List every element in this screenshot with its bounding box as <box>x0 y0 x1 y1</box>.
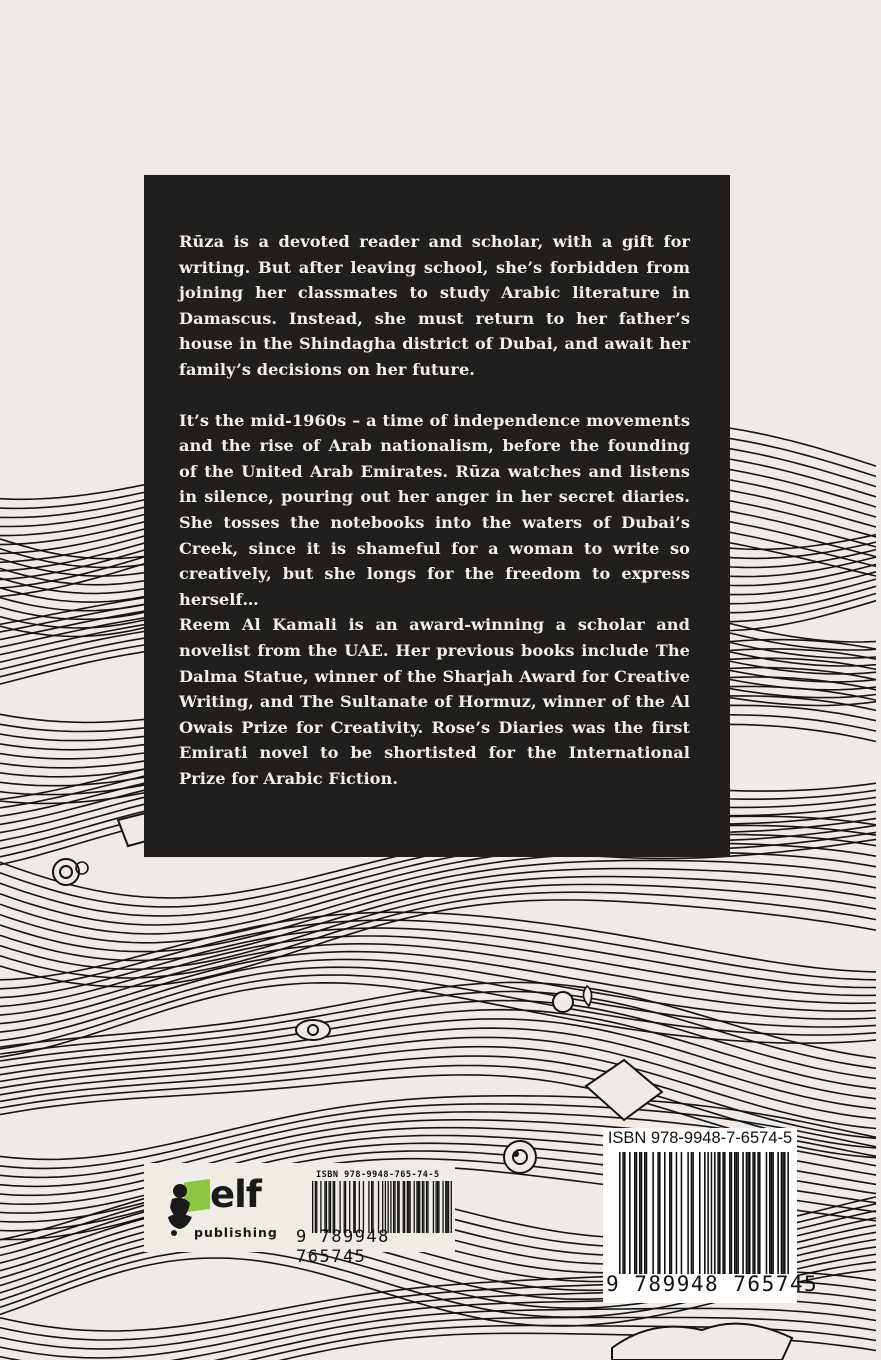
barcode-bar <box>371 1181 372 1233</box>
barcode-bar <box>771 1152 773 1274</box>
flower-icon <box>53 859 88 885</box>
barcode-bar <box>704 1152 706 1274</box>
barcode-bar <box>418 1181 419 1233</box>
barcode-bar <box>427 1181 428 1233</box>
isbn-label: ISBN 978-9948-7-6574-5 <box>607 1129 793 1147</box>
isbn-label: ISBN 978-9948-765-74-5 <box>316 1170 440 1180</box>
barcode-bar <box>766 1152 768 1274</box>
barcode-bar <box>644 1152 646 1274</box>
publisher-label-panel <box>144 1163 455 1267</box>
barcode-bar <box>687 1152 689 1274</box>
barcode-bar <box>407 1181 408 1233</box>
publisher-name: elf <box>210 1173 261 1216</box>
barcode-bar <box>324 1181 325 1233</box>
barcode-bar <box>622 1152 624 1274</box>
back-cover-blurb <box>144 175 730 857</box>
barcode-bar <box>736 1152 738 1274</box>
barcode-bar <box>419 1181 420 1233</box>
barcode-bar <box>353 1181 354 1233</box>
blurb-paragraph: Rūza is a devoted reader and scholar, with a gift for writing. But after leaving school, she’s forbidden from joining her classmates to study Arabic literature in Damascus. Instead, she must return to her father’s house in the Shindagha district of Dubai, and await her family’s decisions on her future. <box>179 232 690 379</box>
barcode-bar <box>438 1181 439 1233</box>
barcode-bar <box>426 1181 427 1233</box>
barcode-bar <box>320 1181 321 1233</box>
barcode-bar <box>782 1152 784 1274</box>
barcode-bar <box>731 1152 733 1274</box>
barcode-bar <box>707 1152 709 1274</box>
barcode-bar <box>416 1181 417 1233</box>
barcode-bar <box>363 1181 364 1233</box>
barcode-bar <box>719 1152 721 1274</box>
barcode-bar <box>737 1152 739 1274</box>
barcode-bar <box>344 1181 345 1233</box>
open-notebook-icon <box>612 1324 792 1360</box>
barcode-bar <box>757 1152 759 1274</box>
barcode-bar <box>619 1152 621 1274</box>
barcode-bar <box>451 1181 452 1233</box>
barcode-bar <box>752 1152 754 1274</box>
barcode-bar <box>423 1181 424 1233</box>
barcode-bar <box>681 1152 683 1274</box>
barcode-bar <box>372 1181 373 1233</box>
barcode-bar <box>659 1152 661 1274</box>
flower-icon <box>504 1141 536 1173</box>
author-bio: Reem Al Kamali is an award-winning a scholar and novelist from the UAE. Her previous books include The Dalma Statue, winner of the Sharjah Award for Creative Writing, and The Sultanate of Hormuz, winner of the Al Owais Prize for Creativity. Rose’s Diaries was the first Emirati novel to be shortisted for the International Prize for Arabic Fiction. <box>179 615 690 788</box>
barcode-bar <box>724 1152 726 1274</box>
barcode-bar <box>359 1181 360 1233</box>
barcode-bar <box>312 1181 313 1233</box>
barcode-bar <box>714 1152 716 1274</box>
flower-icon <box>296 1020 330 1040</box>
barcode-bar <box>787 1152 789 1274</box>
barcode-bar <box>328 1181 329 1233</box>
barcode-bar <box>652 1152 654 1274</box>
barcode-bar <box>664 1152 666 1274</box>
barcode-bar <box>624 1152 626 1274</box>
barcode-bar <box>442 1181 443 1233</box>
barcode-bar <box>772 1152 774 1274</box>
barcode-bar <box>368 1181 369 1233</box>
barcode-bar <box>448 1181 449 1233</box>
barcode-bar <box>784 1152 786 1274</box>
barcode-bar <box>414 1181 415 1233</box>
flower-icon <box>553 986 592 1012</box>
barcode-bars <box>312 1181 452 1233</box>
barcode-bar <box>754 1152 756 1274</box>
barcode-bar <box>671 1152 673 1274</box>
barcode-bar <box>657 1152 659 1274</box>
barcode-bar <box>781 1152 783 1274</box>
barcode-bar <box>639 1152 641 1274</box>
barcode-bar <box>404 1181 405 1233</box>
barcode-bar <box>729 1152 731 1274</box>
publisher-logo <box>166 1171 276 1245</box>
barcode-bar <box>333 1181 334 1233</box>
barcode-digits: 9 789948 765745 <box>296 1227 390 1267</box>
barcode-bar <box>326 1181 327 1233</box>
barcode-bar <box>316 1181 317 1233</box>
barcode-bar <box>646 1152 648 1274</box>
barcode-bar <box>445 1181 446 1233</box>
barcode-bar <box>387 1181 388 1233</box>
barcode-bar <box>669 1152 671 1274</box>
barcode-bar <box>734 1152 736 1274</box>
publisher-subtitle: publishing <box>194 1225 278 1240</box>
barcode-bar <box>722 1152 724 1274</box>
barcode-bar <box>629 1152 631 1274</box>
isbn-barcode-panel <box>603 1128 819 1303</box>
barcode-bar <box>378 1181 379 1233</box>
barcode-bar <box>634 1152 636 1274</box>
barcode-bar <box>339 1181 340 1233</box>
barcode-bar <box>398 1181 399 1233</box>
barcode-bar <box>699 1152 701 1274</box>
barcode-bar <box>355 1181 356 1233</box>
barcode-bar <box>749 1152 751 1274</box>
barcode-bar <box>330 1181 331 1233</box>
barcode-bar <box>636 1152 638 1274</box>
barcode-digits: 9 789948 765745 <box>606 1272 819 1296</box>
barcode-bar <box>433 1181 434 1233</box>
barcode-bar <box>769 1152 771 1274</box>
barcode-bar <box>393 1181 394 1233</box>
barcode-bar <box>408 1181 409 1233</box>
barcode-bar <box>385 1181 386 1233</box>
barcode-bar <box>711 1152 713 1274</box>
barcode-bar <box>382 1181 383 1233</box>
barcode-bar <box>746 1152 748 1274</box>
barcode-bar <box>777 1152 779 1274</box>
barcode-bar <box>759 1152 761 1274</box>
barcode-bar <box>447 1181 448 1233</box>
barcode-bar <box>349 1181 350 1233</box>
barcode-bar <box>315 1181 316 1233</box>
barcode-bar <box>742 1152 744 1274</box>
barcode-bar <box>747 1152 749 1274</box>
barcode-bar <box>397 1181 398 1233</box>
barcode-bar <box>691 1152 693 1274</box>
barcode-bar <box>676 1152 678 1274</box>
barcode-bar <box>394 1181 395 1233</box>
barcode-bar <box>422 1181 423 1233</box>
barcode-bar <box>390 1181 391 1233</box>
barcode-bars <box>619 1152 789 1274</box>
barcode-bar <box>334 1181 335 1233</box>
barcode-bar <box>692 1152 694 1274</box>
barcode-bar <box>403 1181 404 1233</box>
barcode-bar <box>409 1181 410 1233</box>
barcode-bar <box>641 1152 643 1274</box>
blurb-paragraph: It’s the mid-1960s – a time of independence movements and the rise of Arab nationalism, before the founding of the United Arab Emirates. Rūza watches and listens in silence, pouring out her anger in her secret diaries. She tosses the notebooks into the waters of Dubai’s Creek, since it is shameful for a woman to write so creatively, but she longs for the freedom to express herself… <box>179 410 690 609</box>
barcode-bar <box>717 1152 719 1274</box>
barcode-bar <box>436 1181 437 1233</box>
barcode-bar <box>437 1181 438 1233</box>
barcode-bar <box>345 1181 346 1233</box>
